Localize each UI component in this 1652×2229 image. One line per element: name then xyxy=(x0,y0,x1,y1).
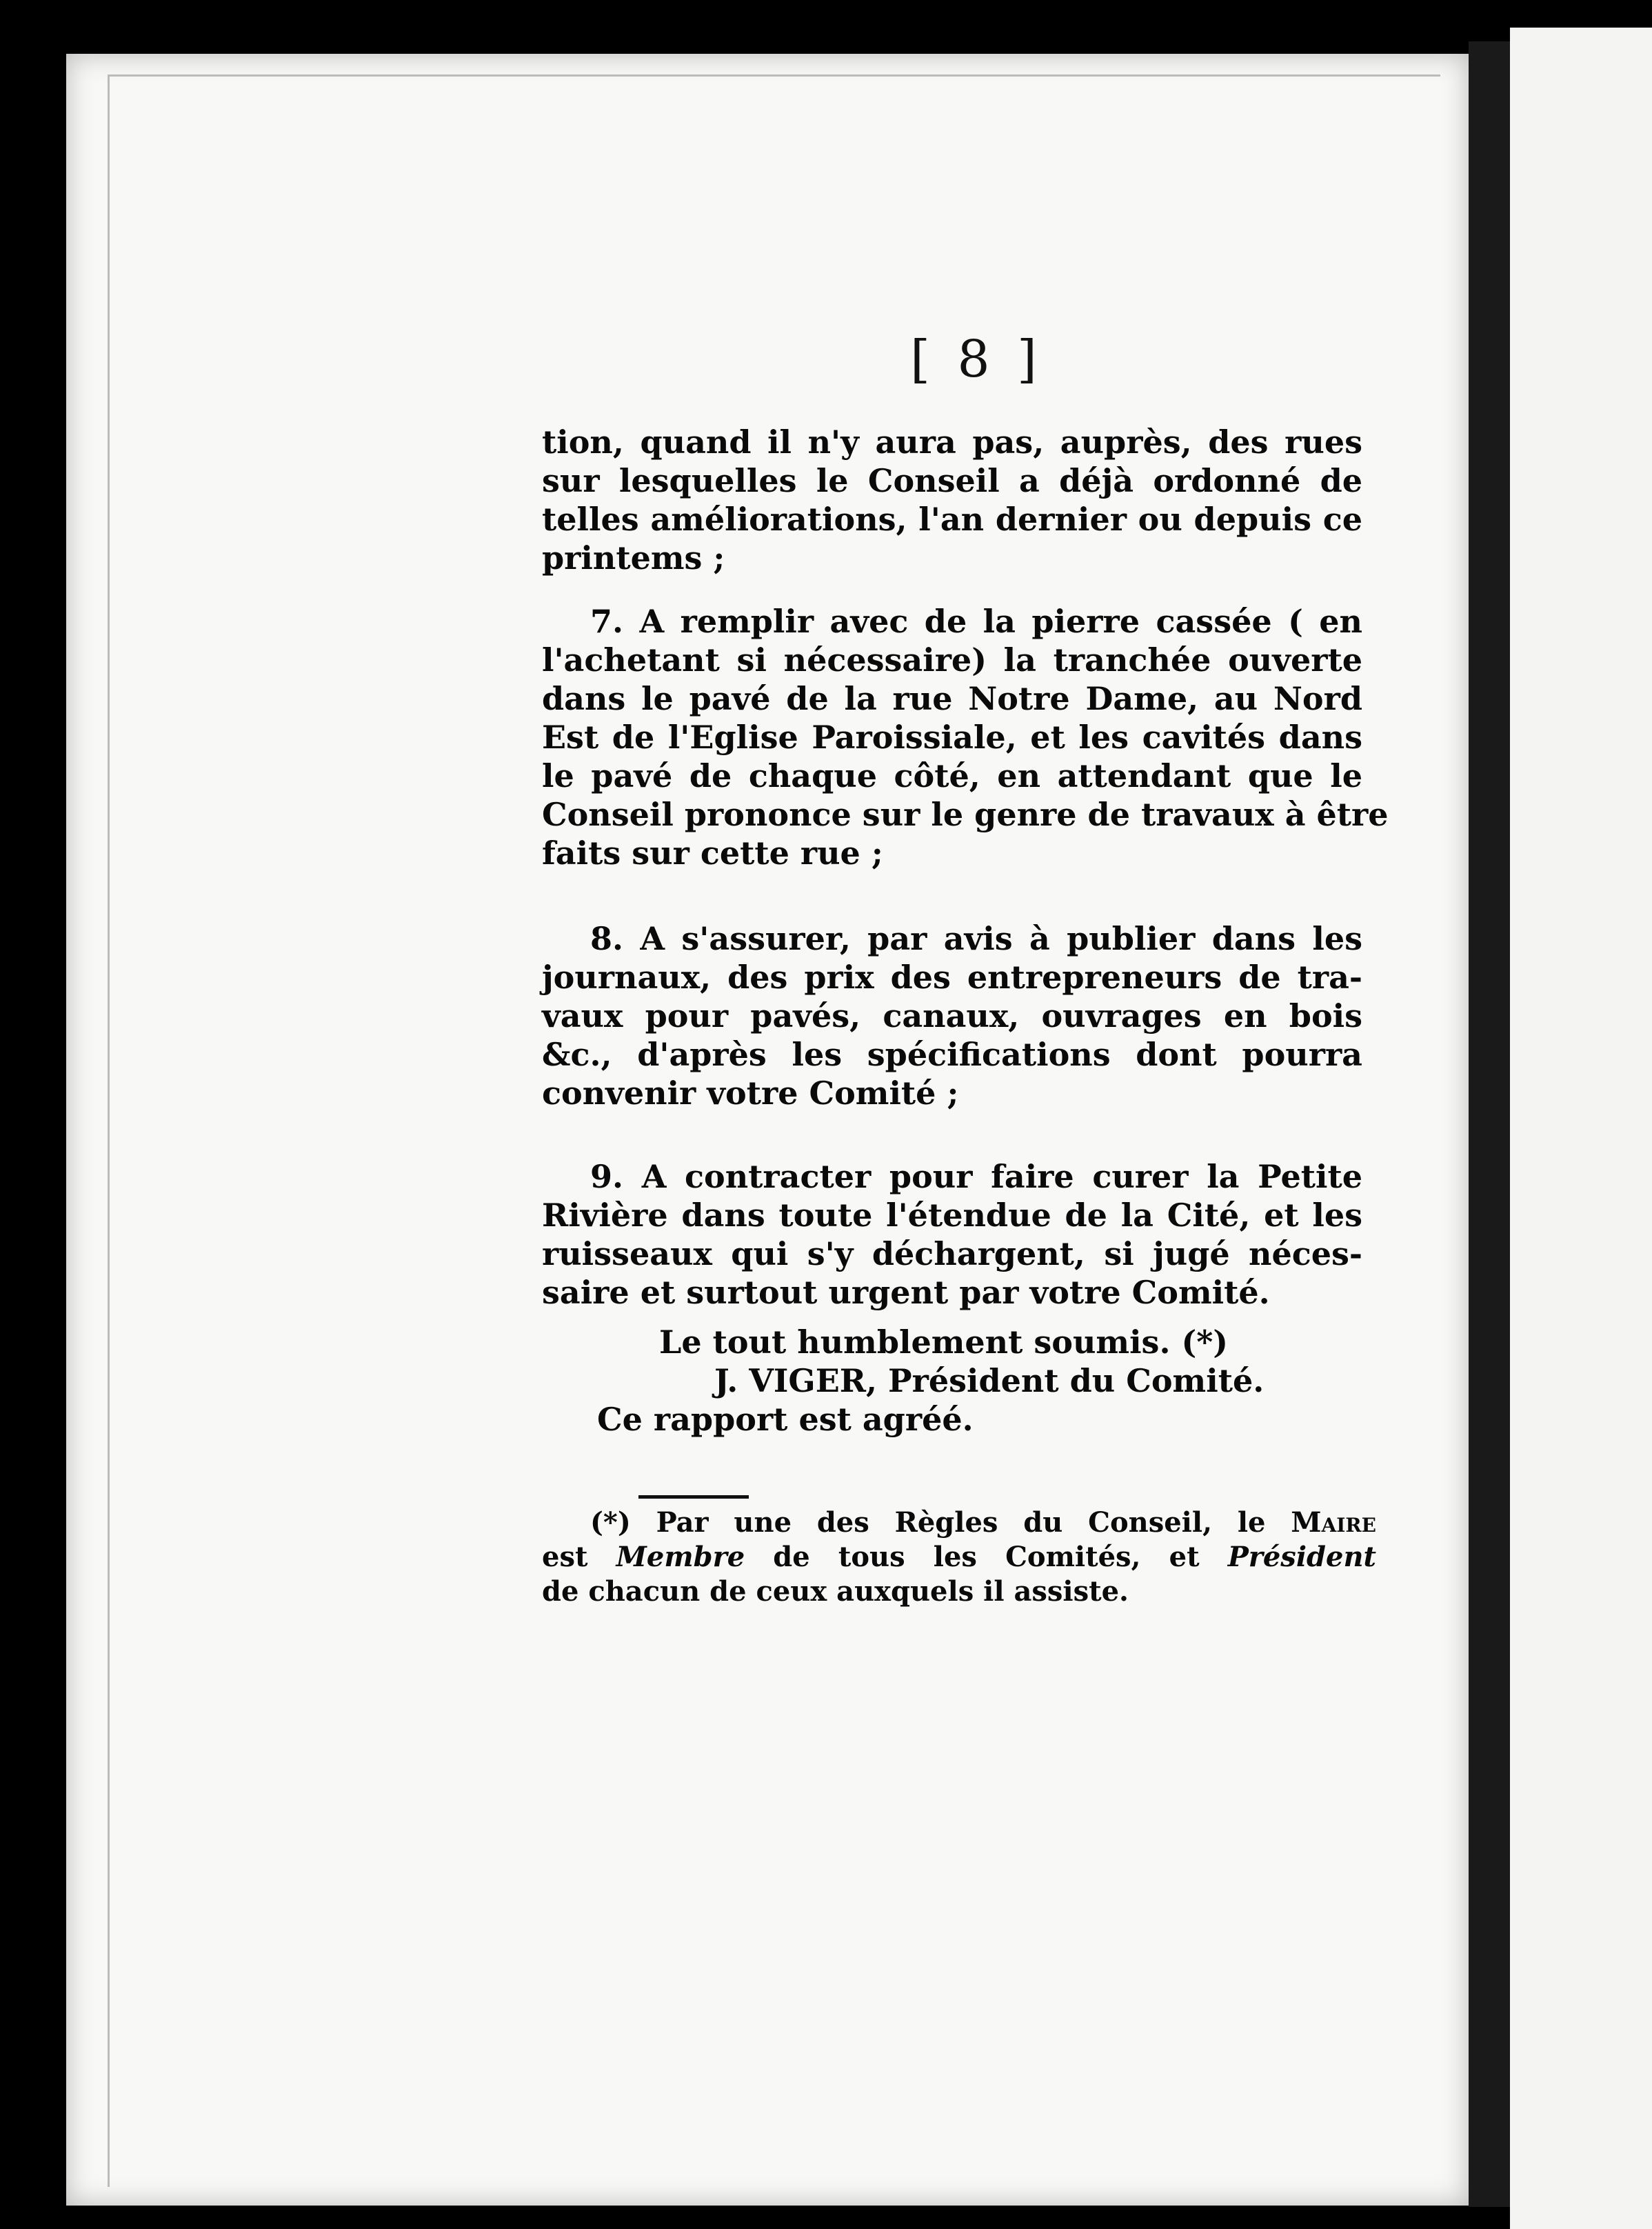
footnote-line: de chacun de ceux auxquels il assiste. xyxy=(542,1575,1129,1608)
page-gutter xyxy=(1469,41,1510,2207)
signature-line: J. VIGER, Président du Comité. xyxy=(714,1362,1265,1399)
text-line: l'achetant si nécessaire) la tranchée ouverte xyxy=(542,641,1362,679)
text-line: journaux, des prix des entrepreneurs de tra- xyxy=(542,959,1362,996)
text-line: Rivière dans toute l'étendue de la Cité, et les xyxy=(542,1197,1362,1234)
text-line: Est de l'Eglise Paroissiale, et les cavités dans xyxy=(542,719,1362,756)
text-line: telles améliorations, l'an dernier ou depuis ce xyxy=(542,501,1362,538)
page-border xyxy=(108,74,1440,2187)
footnote xyxy=(542,1506,1376,1609)
closing-block xyxy=(542,1323,1362,1439)
submission-line: Le tout humblement soumis. (*) xyxy=(659,1323,1229,1361)
text-line: sur lesquelles le Conseil a déjà ordonné de xyxy=(542,462,1362,499)
text-line: 8. A s'assurer, par avis à publier dans les xyxy=(590,920,1362,957)
paragraph-continuation xyxy=(542,423,1362,577)
item-8 xyxy=(542,919,1362,1112)
item-7 xyxy=(542,602,1389,872)
document-page xyxy=(66,54,1469,2206)
footnote-line xyxy=(542,1506,1376,1540)
footnote-membre: Membre xyxy=(616,1541,745,1573)
text-line: ruisseaux qui s'y déchargent, si jugé néces- xyxy=(542,1235,1362,1272)
text-line: 7. A remplir avec de la pierre cassée ( en xyxy=(590,603,1362,640)
footnote-maire: Maire xyxy=(1291,1506,1376,1539)
footnote-line xyxy=(542,1540,1376,1575)
text-line: le pavé de chaque côté, en attendant que le xyxy=(542,757,1362,794)
text-line: faits sur cette rue ; xyxy=(542,834,883,872)
text-line: convenir votre Comité ; xyxy=(542,1074,959,1112)
text-line: dans le pavé de la rue Notre Dame, au Nord xyxy=(542,680,1362,717)
text-line: saire et surtout urgent par votre Comité. xyxy=(542,1274,1270,1311)
text-line: Conseil prononce sur le genre de travaux à être xyxy=(542,796,1389,833)
footnote-president: Président xyxy=(1227,1541,1376,1573)
footnote-text: est xyxy=(542,1541,616,1573)
text-line: vaux pour pavés, canaux, ouvrages en bois xyxy=(542,997,1362,1034)
item-9 xyxy=(542,1157,1362,1312)
text-line: printems ; xyxy=(542,539,725,577)
text-line: 9. A contracter pour faire curer la Petite xyxy=(590,1158,1362,1195)
text-line: tion, quand il n'y aura pas, auprès, des rues xyxy=(542,423,1362,461)
facing-page xyxy=(1510,28,1652,2229)
footnote-rule xyxy=(638,1495,749,1499)
text-line: &c., d'après les spécifications dont pourra xyxy=(542,1036,1362,1073)
footnote-text: (*) Par une des Règles du Conseil, le xyxy=(590,1506,1291,1539)
footnote-text: de tous les Comités, et xyxy=(745,1541,1228,1573)
page-number: [ 8 ] xyxy=(910,330,1042,389)
agreed-line: Ce rapport est agréé. xyxy=(597,1401,974,1438)
